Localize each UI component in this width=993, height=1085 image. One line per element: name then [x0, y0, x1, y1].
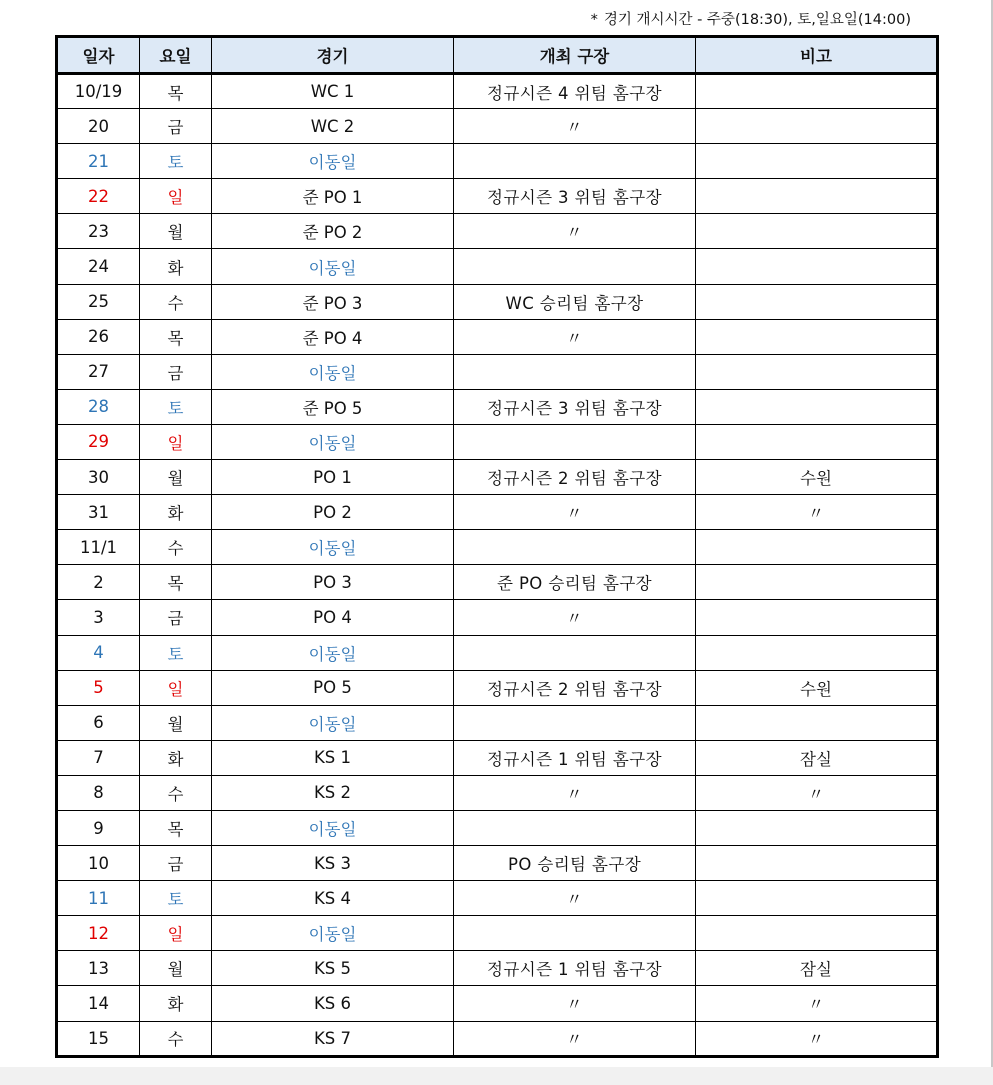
cell-date: 26: [57, 319, 140, 354]
table-row: [57, 565, 938, 600]
cell-date: 9: [57, 810, 140, 845]
cell-game: PO 1: [212, 460, 454, 495]
cell-venue: 〃: [454, 775, 696, 810]
cell-venue: 〃: [454, 986, 696, 1021]
cell-game: 이동일: [212, 144, 454, 179]
cell-note: 〃: [696, 775, 938, 810]
cell-game: 이동일: [212, 705, 454, 740]
cell-note: [696, 635, 938, 670]
table-row: [57, 284, 938, 319]
cell-venue: 〃: [454, 495, 696, 530]
cell-day: 금: [140, 354, 212, 389]
cell-venue: 정규시즌 1 위팀 홈구장: [454, 951, 696, 986]
table-row: [57, 389, 938, 424]
cell-game: 이동일: [212, 424, 454, 459]
table-row: [57, 740, 938, 775]
cell-date: 2: [57, 565, 140, 600]
cell-note: [696, 214, 938, 249]
cell-day: 토: [140, 635, 212, 670]
cell-day: 월: [140, 705, 212, 740]
table-row: [57, 775, 938, 810]
table-row: [57, 670, 938, 705]
table-row: [57, 846, 938, 881]
cell-date: 10/19: [57, 74, 140, 109]
cell-date: 8: [57, 775, 140, 810]
cell-day: 토: [140, 389, 212, 424]
cell-game: WC 1: [212, 74, 454, 109]
cell-note: 잠실: [696, 740, 938, 775]
table-row: [57, 810, 938, 845]
cell-game: KS 6: [212, 986, 454, 1021]
cell-note: [696, 389, 938, 424]
cell-note: [696, 249, 938, 284]
cell-day: 목: [140, 74, 212, 109]
cell-game: 준 PO 1: [212, 179, 454, 214]
cell-venue: [454, 144, 696, 179]
cell-day: 금: [140, 109, 212, 144]
table-row: [57, 109, 938, 144]
cell-note: [696, 179, 938, 214]
cell-note: [696, 565, 938, 600]
cell-day: 금: [140, 846, 212, 881]
cell-venue: [454, 705, 696, 740]
bottom-margin: [0, 1067, 993, 1085]
cell-date: 10: [57, 846, 140, 881]
cell-day: 목: [140, 565, 212, 600]
start-time-note: [591, 8, 911, 29]
table-row: [57, 705, 938, 740]
cell-game: 이동일: [212, 635, 454, 670]
cell-date: 11: [57, 881, 140, 916]
cell-venue: [454, 249, 696, 284]
cell-venue: [454, 916, 696, 951]
table-row: [57, 530, 938, 565]
cell-venue: [454, 810, 696, 845]
header-note: 비고: [696, 37, 938, 74]
cell-day: 월: [140, 460, 212, 495]
cell-day: 화: [140, 495, 212, 530]
cell-game: 준 PO 5: [212, 389, 454, 424]
cell-game: KS 5: [212, 951, 454, 986]
cell-note: [696, 144, 938, 179]
cell-game: 이동일: [212, 354, 454, 389]
cell-date: 23: [57, 214, 140, 249]
cell-day: 수: [140, 530, 212, 565]
cell-date: 31: [57, 495, 140, 530]
cell-game: 이동일: [212, 249, 454, 284]
table-row: [57, 424, 938, 459]
cell-venue: 정규시즌 1 위팀 홈구장: [454, 740, 696, 775]
table-row: [57, 214, 938, 249]
cell-date: 3: [57, 600, 140, 635]
cell-venue: 정규시즌 3 위팀 홈구장: [454, 389, 696, 424]
cell-date: 28: [57, 389, 140, 424]
cell-date: 24: [57, 249, 140, 284]
cell-day: 금: [140, 600, 212, 635]
table-row: [57, 916, 938, 951]
table-row: [57, 495, 938, 530]
cell-day: 수: [140, 1021, 212, 1056]
cell-venue: 정규시즌 2 위팀 홈구장: [454, 460, 696, 495]
cell-date: 22: [57, 179, 140, 214]
cell-day: 일: [140, 916, 212, 951]
cell-note: 수원: [696, 670, 938, 705]
note-text: 경기 개시시간 - 주중(18:30), 토,일요일(14:00): [603, 12, 911, 28]
table-row: [57, 635, 938, 670]
cell-day: 수: [140, 284, 212, 319]
header-date: 일자: [57, 37, 140, 74]
cell-date: 11/1: [57, 530, 140, 565]
cell-date: 4: [57, 635, 140, 670]
cell-game: KS 3: [212, 846, 454, 881]
header-day: 요일: [140, 37, 212, 74]
cell-note: 수원: [696, 460, 938, 495]
cell-game: 준 PO 4: [212, 319, 454, 354]
cell-note: [696, 530, 938, 565]
cell-day: 월: [140, 951, 212, 986]
cell-game: PO 3: [212, 565, 454, 600]
cell-venue: 정규시즌 3 위팀 홈구장: [454, 179, 696, 214]
cell-game: KS 4: [212, 881, 454, 916]
cell-venue: PO 승리팀 홈구장: [454, 846, 696, 881]
cell-date: 14: [57, 986, 140, 1021]
table-row: [57, 144, 938, 179]
table-row: [57, 319, 938, 354]
cell-venue: 〃: [454, 109, 696, 144]
cell-game: WC 2: [212, 109, 454, 144]
cell-venue: 〃: [454, 881, 696, 916]
cell-day: 목: [140, 810, 212, 845]
cell-venue: [454, 354, 696, 389]
cell-date: 13: [57, 951, 140, 986]
cell-day: 일: [140, 670, 212, 705]
cell-game: 준 PO 2: [212, 214, 454, 249]
table-row: [57, 249, 938, 284]
note-asterisk: *: [590, 12, 598, 28]
cell-note: [696, 846, 938, 881]
table-row: [57, 600, 938, 635]
cell-note: [696, 284, 938, 319]
cell-day: 토: [140, 881, 212, 916]
cell-day: 일: [140, 424, 212, 459]
cell-day: 토: [140, 144, 212, 179]
header-game: 경기: [212, 37, 454, 74]
cell-day: 목: [140, 319, 212, 354]
cell-note: [696, 74, 938, 109]
cell-note: [696, 319, 938, 354]
cell-day: 월: [140, 214, 212, 249]
cell-note: [696, 881, 938, 916]
cell-game: KS 1: [212, 740, 454, 775]
cell-venue: 〃: [454, 1021, 696, 1056]
cell-day: 화: [140, 740, 212, 775]
cell-note: 〃: [696, 495, 938, 530]
cell-note: [696, 916, 938, 951]
cell-game: PO 4: [212, 600, 454, 635]
cell-day: 화: [140, 986, 212, 1021]
table-row: [57, 986, 938, 1021]
header-venue: 개최 구장: [454, 37, 696, 74]
cell-date: 6: [57, 705, 140, 740]
header-row: [57, 37, 938, 74]
cell-game: 준 PO 3: [212, 284, 454, 319]
cell-note: [696, 354, 938, 389]
cell-venue: 정규시즌 2 위팀 홈구장: [454, 670, 696, 705]
cell-date: 20: [57, 109, 140, 144]
cell-venue: 〃: [454, 600, 696, 635]
cell-day: 수: [140, 775, 212, 810]
cell-note: [696, 600, 938, 635]
cell-venue: [454, 635, 696, 670]
cell-note: 〃: [696, 1021, 938, 1056]
cell-note: 〃: [696, 986, 938, 1021]
table-row: [57, 179, 938, 214]
cell-note: [696, 705, 938, 740]
cell-game: 이동일: [212, 916, 454, 951]
cell-note: [696, 424, 938, 459]
cell-game: 이동일: [212, 530, 454, 565]
cell-venue: 〃: [454, 319, 696, 354]
cell-venue: 정규시즌 4 위팀 홈구장: [454, 74, 696, 109]
cell-game: KS 7: [212, 1021, 454, 1056]
cell-venue: 〃: [454, 214, 696, 249]
cell-note: [696, 109, 938, 144]
cell-venue: [454, 424, 696, 459]
cell-date: 30: [57, 460, 140, 495]
cell-date: 12: [57, 916, 140, 951]
cell-date: 29: [57, 424, 140, 459]
cell-venue: 준 PO 승리팀 홈구장: [454, 565, 696, 600]
cell-date: 21: [57, 144, 140, 179]
postseason-schedule-table: [55, 35, 939, 1058]
schedule-body: [57, 74, 938, 1057]
cell-note: [696, 810, 938, 845]
cell-day: 일: [140, 179, 212, 214]
table-row: [57, 881, 938, 916]
cell-date: 7: [57, 740, 140, 775]
cell-note: 잠실: [696, 951, 938, 986]
table-row: [57, 951, 938, 986]
cell-date: 25: [57, 284, 140, 319]
cell-game: KS 2: [212, 775, 454, 810]
cell-day: 화: [140, 249, 212, 284]
cell-game: PO 2: [212, 495, 454, 530]
cell-venue: WC 승리팀 홈구장: [454, 284, 696, 319]
table-row: [57, 1021, 938, 1056]
cell-date: 27: [57, 354, 140, 389]
table-row: [57, 354, 938, 389]
cell-game: PO 5: [212, 670, 454, 705]
table-row: [57, 460, 938, 495]
cell-venue: [454, 530, 696, 565]
cell-date: 15: [57, 1021, 140, 1056]
cell-date: 5: [57, 670, 140, 705]
cell-game: 이동일: [212, 810, 454, 845]
table-row: [57, 74, 938, 109]
